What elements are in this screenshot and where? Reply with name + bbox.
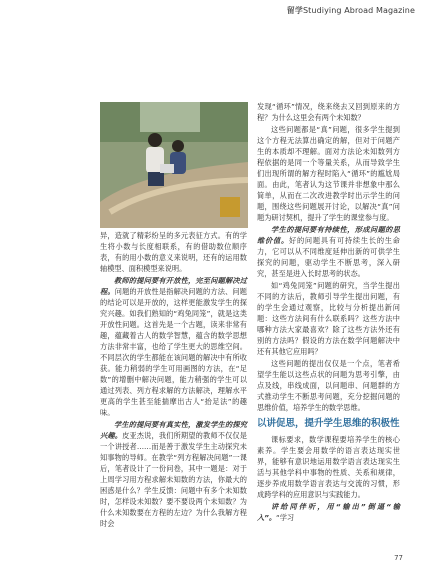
paragraph-text: 问题的开放性是指解决问题的方法、问题的结论可以是开放的，这样更能激发学生的探究兴趣。如我们熟知的“鸡兔同笼”，就是这类开放性问题。这首先是一个古题，读来非常有趣，蕴藏着古人的数学智慧，蕴含的数学思想方法非常丰富，也给了学生更大的思维空间。不同层次的学生都能在该问题的解决中有所收获。能力稍弱的学生可用画图的方法，在“足数”的增删中解决问题，能力稍强的学生可以通过列表、列方程求解的方法解决，理解水平更高的学生甚至能揣摩出古人“抬足法”的趣味。: [100, 287, 247, 417]
paragraph: 这些问题的提出仅仅是一个点，笔者希望学生能以这些点状的问题为思考引擎，由点及线，串线成面，以问题串、问题群的方式推动学生不断思考问题，充分挖掘问题的思维价值，培养学生的数学思维。: [257, 359, 400, 412]
section-title: 以讲促思，提升学生思维的积极性: [257, 418, 400, 429]
paragraph-lead: 学生的提问要有真实性，激发学生的探究兴趣。: [100, 420, 247, 440]
paragraph: 这些问题都是“真”问题，很多学生提到这个方程无法算出确定的解，但对于问题产生的本质却不理解。面对方法论未知数列方程依据的是同一个等量关系，从而导致学生们出现所谓的解方程时陷入“循环”的尴尬局面。由此，笔者认为这节课并非想象中那么简单，从而在二次改进教学时出示学生的问题，围绕这些问题展开讨论，以解决“真”问题为研讨契机，提升了学生的课堂参与度。: [257, 125, 400, 222]
paragraph-text: 好的问题具有可持续生长的生命力，它可以从不同维度延伸出新的可供学生探究的问题，驱动学生不断思考，深入研究，甚至是进入长时思考的状态。: [257, 236, 400, 278]
left-column: [100, 230, 247, 530]
paragraph-lead: 讲给同伴听，用“输出”倒逼“输入”。: [257, 502, 400, 522]
paragraph-text: 皮亚杰说，我们所期望的教师不仅仅是一个讲授者……而是善于激发学生主动探究未知事物的导师。在教学“列方程解决问题”一课后，笔者设计了一份问卷，其中一题是：对于上周学习用方程求解未知数的方法，你最大的困惑是什么？学生反馈：问题中有多个未知数时，怎样设未知数？要不要设两个未知数？为什么未知数要在方程的左边？为什么我解方程时会: [100, 431, 247, 528]
paragraph: [257, 501, 400, 523]
header-magazine: Studiying Abroad Magazine: [302, 6, 415, 15]
article-photo: [100, 102, 248, 228]
paragraph: 课标要求，数学课程要培养学生的核心素养。学生要会用数学的语言表达现实世界，能够有意识地运用数学语言表达现实生活与其他学科中事物的性质、关系和规律，逐步养成用数学语言表达与交流的习惯，形成跨学科的应用意识与实践能力。: [257, 435, 400, 499]
paragraph: [257, 224, 400, 279]
header-brand: 留学: [286, 6, 303, 15]
paragraph: 发现“循环”情况，绕来绕去又回到原来的方程？为什么这里会有两个未知数？: [257, 102, 400, 122]
right-column: [257, 101, 400, 524]
page-number: 77: [394, 554, 403, 562]
photo-icon: [100, 102, 248, 228]
running-header: [287, 5, 415, 16]
paragraph-lead: 教师的提问要有开放性，完至问题解决过程。: [100, 276, 247, 296]
paragraph-text: “学习: [276, 513, 295, 522]
paragraph-lead: 学生的提问要有持续性，形成问题的思维价值。: [257, 225, 400, 245]
paragraph: [100, 419, 247, 529]
paragraph: 如“鸡兔同笼”问题的研究，当学生提出不同的方法后，教师引导学生提出问题，有的学生会通过观察，比较与分析提出新问题：这些方法间有什么联系吗？这些方法中哪种方法大家最喜欢？除了这些方法外还有别的方法吗？假设的方法在数学问题解决中还有其他它应用吗？: [257, 281, 400, 356]
paragraph: [100, 275, 247, 418]
paragraph: 异，造就了精彩纷呈的多元表征方式。有的学生将小数与长度相联系，有的借助数位顺序表，有的用小数的意义来说明，还有的运用数轴模型、面积模型来说明。: [100, 231, 247, 273]
